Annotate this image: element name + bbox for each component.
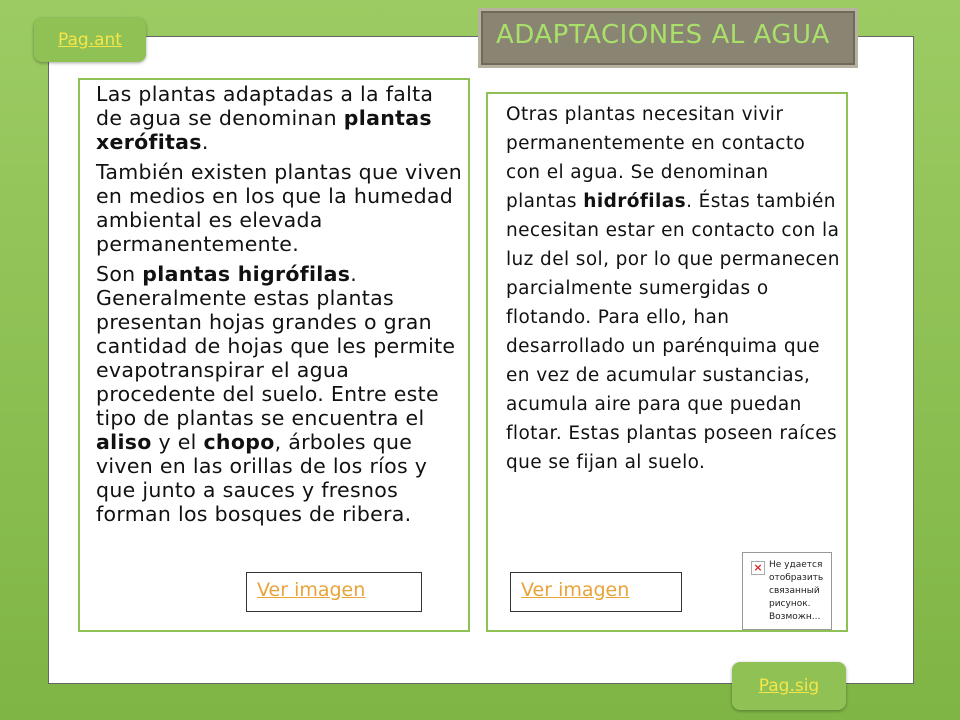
left-panel-text [96,82,464,532]
paragraph-hidrofilas: Otras plantas necesitan vivir permanentemente en contacto con el agua. Se denominan plantas hidrófilas. Éstas también necesitan estar en contacto con la luz del sol, por lo que permanecen parcialmente sumergidas o flotando. Para ello, han desarrollado un parénquima que en vez de acumular sustancias, acumula aire para que puedan flotar. Estas plantas poseen raíces que se fijan al suelo. [506,104,840,473]
next-page-button[interactable]: Pag.sig [732,662,846,710]
ver-imagen-link-left[interactable]: Ver imagen [246,572,422,612]
paragraph-humedad: También existen plantas que viven en medios en los que la humedad ambiental es elevada permanentemente. [96,160,463,256]
right-panel-text [506,100,842,477]
paragraph-xerofitas: Las plantas adaptadas a la falta de agua se denominan plantas xerófitas. [96,82,434,154]
prev-page-button[interactable]: Pag.ant [34,18,146,62]
broken-image-x-icon: × [751,561,765,575]
slide-title: ADAPTACIONES AL AGUA [496,20,830,50]
broken-image-message: Не удается отобразить связанный рисунок. Возможн... [769,560,824,622]
paragraph-higrofilas: Son plantas higrófilas. Generalmente estas plantas presentan hojas grandes o gran cantidad de hojas que les permite evapotranspirar el agua procedente del suelo. Entre este tipo de plantas se encuentra el aliso y el chopo, árboles que viven en las orillas de los ríos y que junto a sauces y fresnos forman los bosques de ribera. [96,262,456,526]
broken-image-placeholder [742,552,832,630]
ver-imagen-link-right[interactable]: Ver imagen [510,572,682,612]
